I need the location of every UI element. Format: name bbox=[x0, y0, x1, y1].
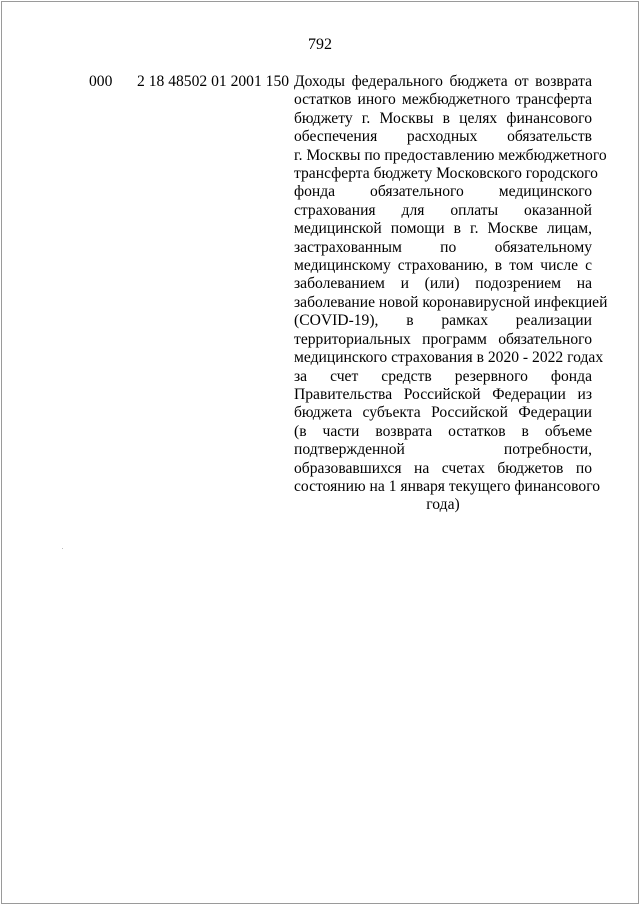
description-line: заболеванием и (или) подозрением на bbox=[294, 275, 592, 293]
description-line: состоянию на 1 января текущего финансового bbox=[294, 477, 601, 495]
description-line: остатков иного межбюджетного трансферта bbox=[294, 91, 592, 109]
description-line: бюджета субъекта Российской Федерации bbox=[294, 404, 592, 422]
description-line: медицинского страхования в 2020 - 2022 годах bbox=[294, 349, 604, 367]
description-line: подтвержденной потребности, bbox=[294, 441, 592, 459]
description-line: территориальных программ обязательного bbox=[294, 330, 592, 348]
description-line: фонда обязательного медицинского bbox=[294, 183, 592, 201]
description-line: бюджету г. Москвы в целях финансового bbox=[294, 109, 592, 127]
description-line: за счет средств резервного фонда bbox=[294, 367, 592, 385]
scan-speck bbox=[62, 548, 63, 549]
description-line: (в части возврата остатков в объеме bbox=[294, 422, 592, 440]
description-line: Правительства Российской Федерации из bbox=[294, 385, 592, 403]
description-line: Доходы федерального бюджета от возврата bbox=[294, 73, 592, 90]
description-line: медицинской помощи в г. Москве лицам, bbox=[294, 220, 592, 238]
description-line: обеспечения расходных обязательств bbox=[294, 128, 592, 146]
description-line: г. Москвы по предоставлению межбюджетного bbox=[294, 146, 607, 164]
description-line: заболевание новой коронавирусной инфекцией bbox=[294, 293, 608, 311]
budget-classification-code: 2 18 48502 01 2001 150 bbox=[137, 73, 290, 90]
admin-code: 000 bbox=[89, 73, 113, 90]
description-line: страхования для оплаты оказанной bbox=[294, 201, 592, 219]
description-line: медицинскому страхованию, в том числе с bbox=[294, 257, 592, 275]
description-line: года) bbox=[426, 496, 460, 514]
description-line: трансферта бюджету Московского городского bbox=[294, 165, 598, 183]
entry-description bbox=[294, 73, 608, 515]
description-line: (COVID-19), в рамках реализации bbox=[294, 312, 592, 330]
description-line: образовавшихся на счетах бюджетов по bbox=[294, 459, 592, 477]
description-line: застрахованным по обязательному bbox=[294, 238, 592, 256]
page-number: 792 bbox=[308, 36, 332, 53]
